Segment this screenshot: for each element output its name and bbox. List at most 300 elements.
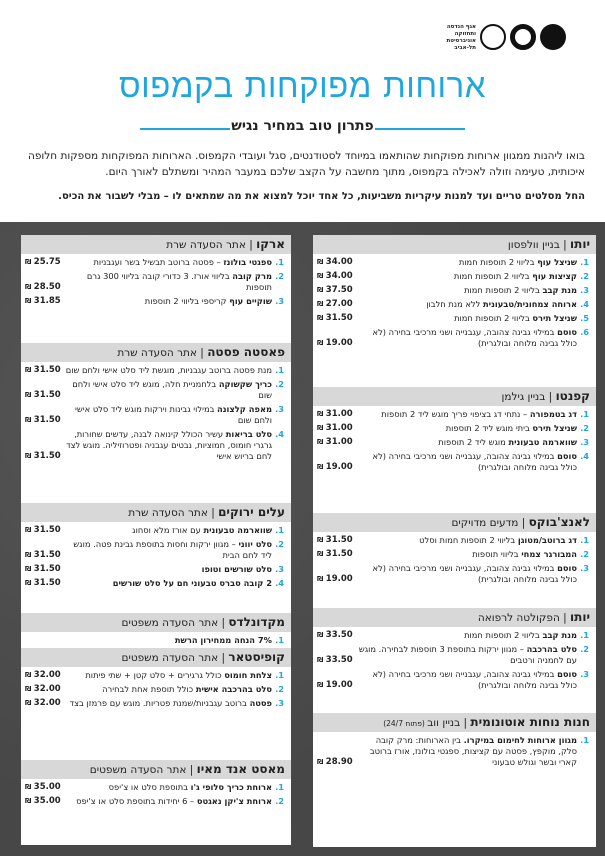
- item-price: [317, 655, 353, 666]
- currency-symbol: ₪: [25, 366, 34, 374]
- menu-section: [21, 760, 291, 807]
- currency-symbol: ₪: [317, 424, 326, 432]
- item-number: 3.: [580, 437, 589, 447]
- item-name: ספגטי בולונז: [223, 257, 272, 267]
- menu-item: [313, 563, 596, 585]
- item-name: מגוון ארוחות לחימום במיקרו.: [463, 735, 577, 745]
- separator: |: [559, 612, 571, 624]
- item-name: צלחת חומוס: [224, 670, 272, 680]
- venue-name: יותו: [570, 237, 590, 251]
- item-number: 1.: [275, 525, 284, 535]
- menu-item: [313, 271, 596, 282]
- price-value: 31.50: [33, 390, 61, 400]
- section-header: [21, 343, 291, 362]
- currency-symbol: ₪: [25, 671, 34, 679]
- price-value: 31.00: [325, 437, 353, 447]
- venue-name: מאסט אנד מאיו: [196, 762, 285, 776]
- item-number: 3.: [275, 698, 284, 708]
- section-header: [313, 513, 596, 532]
- venue-location: אתר הסעדה משפטים: [121, 617, 219, 629]
- item-price: [25, 550, 61, 561]
- item-name: ארוחת צ'יקן נאגטס: [196, 796, 272, 806]
- item-name: פסטה: [249, 698, 272, 708]
- menu-item: [21, 296, 291, 307]
- price-value: 28.90: [325, 757, 353, 767]
- item-price: [25, 796, 61, 807]
- menu-section: [313, 513, 596, 585]
- item-description: ביתי מוגש ליד 2 תוספות: [445, 423, 533, 433]
- currency-symbol: ₪: [317, 339, 326, 347]
- item-price: [25, 564, 61, 575]
- venue-name: מקדונלדס: [228, 615, 285, 629]
- venue-name: פאסטה פסטה: [207, 345, 285, 359]
- price-value: 33.50: [325, 630, 353, 640]
- menu-section: [21, 235, 291, 307]
- venue-location: אתר הסעדה משפטים: [89, 764, 187, 776]
- item-number: 1.: [275, 365, 284, 375]
- menu-section: [313, 608, 596, 691]
- menu-item: [313, 313, 596, 324]
- price-value: 31.50: [33, 550, 61, 560]
- item-description: בליווי 2 תוספות חמות וסלט: [419, 535, 518, 545]
- venue-location: בניין וולפסון: [507, 239, 560, 251]
- venue-location: אתר הסעדה שרת: [117, 347, 197, 359]
- circle-outline-icon: [480, 24, 506, 50]
- item-name: ארוחת כריך סלופי ג'ו: [190, 782, 272, 792]
- menu-item: [21, 379, 291, 401]
- item-price: [25, 684, 61, 695]
- price-value: 32.00: [33, 698, 61, 708]
- venue-hours: (פתוח 24/7): [383, 719, 428, 728]
- menu-section: [21, 648, 291, 709]
- venue-location: אתר הסעדה שרת: [128, 507, 208, 519]
- section-header: [21, 760, 291, 779]
- item-number: 3.: [275, 564, 284, 574]
- item-name: מנת קבב: [542, 285, 577, 295]
- currency-symbol: ₪: [317, 438, 326, 446]
- currency-symbol: ₪: [25, 526, 34, 534]
- item-name: סלט שורשים וטופו: [201, 564, 272, 574]
- price-value: 37.50: [325, 285, 353, 295]
- item-price: [25, 415, 61, 426]
- menu-section: [21, 613, 291, 646]
- price-value: 32.00: [33, 684, 61, 694]
- price-value: 31.50: [325, 535, 353, 545]
- item-number: 1.: [275, 257, 284, 267]
- item-description: בליווי 2 תוספות חמות: [464, 630, 543, 640]
- venue-location: מדעים מדויקים: [451, 517, 519, 529]
- university-logo: [432, 22, 582, 56]
- intro-bold-paragraph: החל מסלטים טריים ועד למנות עיקריות משביעות, כל אחד יוכל למצוא את מה שמתאים לו – מבלי לשבור את הכיס.: [58, 191, 585, 202]
- item-name: ארוחה צמחונית/טבעונית: [483, 299, 577, 309]
- separator: |: [196, 347, 208, 359]
- item-name: דג ברוטב/מטוגן: [517, 535, 577, 545]
- menu-item: [21, 525, 291, 536]
- item-description: ללא מנת חלבון: [426, 299, 484, 309]
- venue-name: קופיסטאר: [228, 650, 285, 664]
- item-description: – מגוון ירקות וחסות בתוספת גבינת פטה. מוגש ליד לחם הבית: [73, 539, 272, 560]
- currency-symbol: ₪: [317, 575, 326, 583]
- currency-symbol: ₪: [25, 416, 34, 424]
- item-name: כריך שקשוקה: [218, 379, 272, 389]
- price-value: 19.00: [325, 574, 353, 584]
- separator: |: [245, 239, 257, 251]
- currency-symbol: ₪: [25, 797, 34, 805]
- item-number: 2.: [580, 271, 589, 281]
- item-number: 3.: [580, 563, 589, 573]
- price-value: 31.50: [325, 549, 353, 559]
- item-description: – 6 יחידות בתוספת סלט או צ'יפס: [76, 796, 197, 806]
- item-price: [317, 757, 353, 768]
- item-number: 4.: [275, 429, 284, 439]
- item-price: [317, 257, 353, 268]
- item-name: שניצל תירס: [532, 313, 577, 323]
- currency-symbol: ₪: [317, 314, 326, 322]
- menu-item: [313, 423, 596, 434]
- circle-emblem-icon: [540, 24, 566, 50]
- item-description: מוגש ליד 2 תוספות: [438, 437, 509, 447]
- price-value: 28.50: [33, 282, 61, 292]
- item-price: [25, 390, 61, 401]
- price-value: 27.00: [325, 299, 353, 309]
- venue-location: אתר הסעדה שרת: [166, 239, 246, 251]
- menu-item: [313, 669, 596, 691]
- item-name: סלט בהרכבה אישית: [195, 684, 272, 694]
- price-value: 31.85: [33, 296, 61, 306]
- item-description: קריספי בליווי 2 תוספות: [144, 296, 230, 306]
- currency-symbol: ₪: [317, 300, 326, 308]
- separator: |: [218, 617, 229, 629]
- item-name: סלט בהרכבה: [526, 644, 577, 654]
- item-name: מרק קובה: [232, 271, 272, 281]
- section-header: [21, 648, 291, 667]
- currency-symbol: ₪: [317, 536, 326, 544]
- item-description: בליווי תוספות: [472, 549, 522, 559]
- item-price: [317, 437, 353, 448]
- venue-location: הפקולטה לרפואה: [477, 612, 560, 624]
- menu-item: [21, 698, 291, 709]
- item-name: שווארמה טבעונית: [508, 437, 577, 447]
- separator: |: [186, 764, 197, 776]
- item-name: מאפה קלצונה: [217, 404, 272, 414]
- item-number: 3.: [275, 404, 284, 414]
- menu-item: [21, 670, 291, 681]
- menu-item: [313, 327, 596, 349]
- item-description: בליווי 2 תוספות חמות: [464, 285, 543, 295]
- subtitle-row: [0, 118, 605, 138]
- item-name: שווארמה טבעונית: [203, 525, 272, 535]
- item-name: שוקיים עוף: [229, 296, 272, 306]
- item-name: סוסם: [557, 327, 577, 337]
- item-description: במילוי גבינה צהובה, עגבנייה ושני מרכיבי בחירה (לא כולל גבינה מלוחה ובולגרית): [372, 563, 577, 584]
- price-value: 31.00: [325, 409, 353, 419]
- item-description: – נתחי דג בציפוי פריך מוגש ליד 2 תוספות: [381, 409, 530, 419]
- item-description: בליווי 2 תוספות חמות: [454, 313, 533, 323]
- menu-item: [313, 630, 596, 641]
- item-price: [317, 338, 353, 349]
- item-number: 3.: [580, 669, 589, 679]
- item-number: 4.: [275, 578, 284, 588]
- price-value: 31.50: [33, 451, 61, 461]
- item-number: 2.: [275, 379, 284, 389]
- currency-symbol: ₪: [25, 452, 34, 460]
- price-value: 32.00: [33, 670, 61, 680]
- separator: |: [518, 517, 529, 529]
- currency-symbol: ₪: [25, 283, 34, 291]
- item-description: – פסטה ברוטב תבשיל בשר ועגבניות: [93, 257, 224, 267]
- item-name: סוסם: [557, 563, 577, 573]
- item-description: – מגוון ירקות בתוספת 3 תוספות לבחירה. מוגש עם לחמניה ורטבים: [358, 644, 577, 665]
- currency-symbol: ₪: [317, 550, 326, 558]
- venue-name: ארקו: [256, 237, 285, 251]
- item-number: 5.: [580, 313, 589, 323]
- menu-item: [21, 271, 291, 293]
- right-menu-column: [313, 235, 596, 847]
- item-number: 4.: [580, 299, 589, 309]
- separator: |: [545, 391, 556, 403]
- item-description: במילוי גבינה צהובה, עגבנייה ושני מרכיבי בחירה (לא כולל גבינה מלוחה ובולגרית): [372, 327, 577, 348]
- price-value: 19.00: [325, 338, 353, 348]
- menu-item: [313, 409, 596, 420]
- item-price: [317, 574, 353, 585]
- item-number: 2.: [580, 549, 589, 559]
- item-description: בליווי אורז. 3 כדורי קובה בליווי 300 גרם תוספות: [86, 271, 272, 292]
- item-description: כולל תוספת אחת לבחירה: [102, 684, 196, 694]
- item-name: 7% הנחה ממחירון הרשת: [174, 635, 272, 645]
- menu-item: [313, 285, 596, 296]
- item-price: [317, 630, 353, 641]
- item-name: סלט יווני: [238, 539, 272, 549]
- price-value: 35.00: [33, 796, 61, 806]
- item-price: [25, 578, 61, 589]
- item-name: דג בטמפורה: [529, 409, 577, 419]
- currency-symbol: ₪: [317, 463, 326, 471]
- left-menu-column: [21, 235, 291, 845]
- separator: |: [218, 652, 229, 664]
- item-price: [317, 299, 353, 310]
- item-number: 3.: [275, 296, 284, 306]
- menu-item: [313, 451, 596, 473]
- venue-name: חנות נוחות אוטונומית: [470, 715, 590, 729]
- venue-location: בניין ווב: [427, 717, 461, 729]
- item-name: מנת קבב: [542, 630, 577, 640]
- currency-symbol: ₪: [317, 656, 326, 664]
- item-description: ברוטב עגבניות/שמנת פטריות. מוגש עם פרמזן בצד: [69, 698, 250, 708]
- section-header: [313, 387, 596, 406]
- menu-item: [21, 365, 291, 376]
- separator: |: [559, 239, 571, 251]
- item-price: [25, 365, 61, 376]
- item-description: במילוי גבינה צהובה, עגבנייה ושני מרכיבי בחירה (לא כולל גבינה מלוחה ובולגרית): [372, 669, 577, 690]
- header-area: [0, 0, 605, 222]
- intro-paragraph: בואו ליהנות ממגוון ארוחות מפוקחות שהותאמו במיוחד לסטודנטים, סגל ועובדי הקמפוס. הארוחות המפוקחות מספקות חלופה איכותית, טעימה וזולה לאכילה בקמפוס, מתוך מחשבה על הקצב שלכם במעבר המהיר ומשתלם לאורך היום.: [28, 150, 585, 178]
- item-name: 2 קובה סברס טבעוני חם על סלט שורשים: [112, 578, 272, 588]
- page-subtitle: פתרון טוב במחיר נגיש: [231, 118, 374, 134]
- item-number: 1.: [580, 630, 589, 640]
- item-number: 1.: [580, 409, 589, 419]
- currency-symbol: ₪: [25, 685, 34, 693]
- menu-item: [21, 578, 291, 589]
- item-price: [25, 296, 61, 307]
- price-value: 31.00: [325, 423, 353, 433]
- item-name: סלט בריאות: [225, 429, 272, 439]
- item-number: 2.: [275, 684, 284, 694]
- item-number: 1.: [580, 735, 589, 745]
- item-price: [25, 670, 61, 681]
- logo-circles-icon: [480, 24, 566, 50]
- item-description: בתוספת סלט או צ'יפס: [108, 782, 191, 792]
- item-description: במילוי גבינה צהובה, עגבנייה ושני מרכיבי בחירה (לא כולל גבינה מלוחה ובולגרית): [372, 451, 577, 472]
- price-value: 31.50: [325, 313, 353, 323]
- page-title: ארוחות מפוקחות בקמפוס: [119, 66, 486, 105]
- item-number: 1.: [275, 635, 284, 645]
- item-price: [317, 423, 353, 434]
- item-price: [25, 525, 61, 536]
- item-number: 1.: [275, 670, 284, 680]
- item-name: סוסם: [557, 669, 577, 679]
- circle-ring-icon: [510, 24, 536, 50]
- item-number: 2.: [275, 796, 284, 806]
- menu-item: [21, 539, 291, 561]
- currency-symbol: ₪: [317, 631, 326, 639]
- item-price: [25, 782, 61, 793]
- section-header: [21, 235, 291, 254]
- item-price: [25, 451, 61, 462]
- menu-item: [313, 535, 596, 546]
- menu-item: [313, 735, 596, 768]
- menu-item: [21, 564, 291, 575]
- currency-symbol: ₪: [25, 783, 34, 791]
- price-value: 34.00: [325, 257, 353, 267]
- menu-item: [21, 429, 291, 462]
- price-value: 34.00: [325, 271, 353, 281]
- item-price: [25, 282, 61, 293]
- separator: |: [207, 507, 219, 519]
- item-number: 2.: [275, 271, 284, 281]
- menu-item: [21, 684, 291, 695]
- menu-item: [313, 644, 596, 666]
- currency-symbol: ₪: [317, 258, 326, 266]
- currency-symbol: ₪: [25, 391, 34, 399]
- price-value: 31.50: [33, 365, 61, 375]
- currency-symbol: ₪: [25, 551, 34, 559]
- menu-item: [21, 404, 291, 426]
- price-value: 33.50: [325, 655, 353, 665]
- price-value: 31.50: [33, 564, 61, 574]
- menu-section: [313, 387, 596, 473]
- venue-name: עלים ירוקים: [218, 505, 285, 519]
- item-price: [317, 285, 353, 296]
- venue-name: קפנטו: [555, 389, 590, 403]
- item-price: [317, 549, 353, 560]
- item-description: עשיר הכולל קינואה לבנה, עדשים שחורות, גרגרי חומוס, חמוציות, נבטים עגבניה ופטרוזיליה. מוגש לצד לחם בריוש אישי: [66, 429, 272, 461]
- price-value: 25.75: [33, 257, 61, 267]
- section-header: [21, 613, 291, 632]
- currency-symbol: ₪: [25, 297, 34, 305]
- item-description: בלחמניית חלה, מוגש ליד סלט אישי ולחם שום: [72, 379, 272, 400]
- price-value: 19.00: [325, 680, 353, 690]
- item-number: 2.: [275, 539, 284, 549]
- menu-item: [313, 549, 596, 560]
- section-header: [21, 503, 291, 522]
- item-description: עם אורז מלא וסחוג: [132, 525, 204, 535]
- item-number: 3.: [580, 285, 589, 295]
- item-price: [317, 462, 353, 473]
- menu-item: [21, 635, 291, 646]
- item-name: שניצל עוף: [537, 257, 577, 267]
- item-description: בליווי 2 תוספות חמות: [453, 271, 533, 281]
- item-description: בין הארוחות: מרק קובה סלק, מוקפץ, פסטה עם קציצות, ספגטי בולונז, אורז ברוטב קארי ובשר וגולש טבעוני: [369, 735, 577, 767]
- item-number: 1.: [580, 257, 589, 267]
- price-value: 35.00: [33, 782, 61, 792]
- menu-item: [21, 257, 291, 268]
- item-price: [317, 409, 353, 420]
- venue-name: לאנצ'בוקס: [528, 515, 590, 529]
- item-price: [317, 271, 353, 282]
- item-price: [317, 680, 353, 691]
- currency-symbol: ₪: [25, 699, 34, 707]
- item-number: 2.: [580, 423, 589, 433]
- currency-symbol: ₪: [25, 565, 34, 573]
- item-name: סוסם: [557, 451, 577, 461]
- item-description: מנת פסטה ברוטב עגבניות, מוגשת ליד סלט אישי ולחם שום: [65, 365, 272, 375]
- menu-section: [21, 503, 291, 589]
- menu-item: [21, 796, 291, 807]
- venue-location: בניין גילמן: [501, 391, 546, 403]
- menu-section: [313, 713, 596, 768]
- item-price: [25, 257, 61, 268]
- menu-item: [21, 782, 291, 793]
- section-header: [313, 235, 596, 254]
- item-description: כולל גרגירים + סלט קטן + שתי פיתות: [85, 670, 225, 680]
- price-value: 31.50: [33, 525, 61, 535]
- item-number: 6.: [580, 327, 589, 337]
- menu-item: [313, 299, 596, 310]
- item-number: 4.: [580, 451, 589, 461]
- item-description: בליווי 2 תוספות חמות: [458, 257, 538, 267]
- item-number: 1.: [275, 782, 284, 792]
- menu-section: [21, 343, 291, 462]
- currency-symbol: ₪: [25, 258, 34, 266]
- section-header: [313, 608, 596, 627]
- price-value: 31.50: [33, 578, 61, 588]
- item-number: 1.: [580, 535, 589, 545]
- currency-symbol: ₪: [317, 272, 326, 280]
- menu-item: [313, 257, 596, 268]
- item-price: [317, 535, 353, 546]
- venue-location: אתר הסעדה משפטים: [121, 652, 219, 664]
- separator: |: [460, 717, 471, 729]
- menu-section: [313, 235, 596, 349]
- section-header: [313, 713, 596, 732]
- currency-symbol: ₪: [317, 758, 326, 766]
- item-name: המבורגר צמחי: [521, 549, 577, 559]
- item-name: שניצל תירס: [532, 423, 577, 433]
- price-value: 31.50: [33, 415, 61, 425]
- currency-symbol: ₪: [25, 579, 34, 587]
- currency-symbol: ₪: [317, 410, 326, 418]
- venue-name: יותו: [570, 610, 590, 624]
- item-name: קציצות עוף: [532, 271, 577, 281]
- item-number: 2.: [580, 644, 589, 654]
- currency-symbol: ₪: [317, 286, 326, 294]
- item-price: [25, 698, 61, 709]
- price-value: 19.00: [325, 462, 353, 472]
- item-description: במילוי גבינות וירקות מוגש ליד סלט אישי ולחם שום: [75, 404, 272, 425]
- item-price: [317, 313, 353, 324]
- menu-item: [313, 437, 596, 448]
- logo-text: אגף הנדסה ותחזוקה אוניברסיטת תל-אביב: [446, 24, 476, 51]
